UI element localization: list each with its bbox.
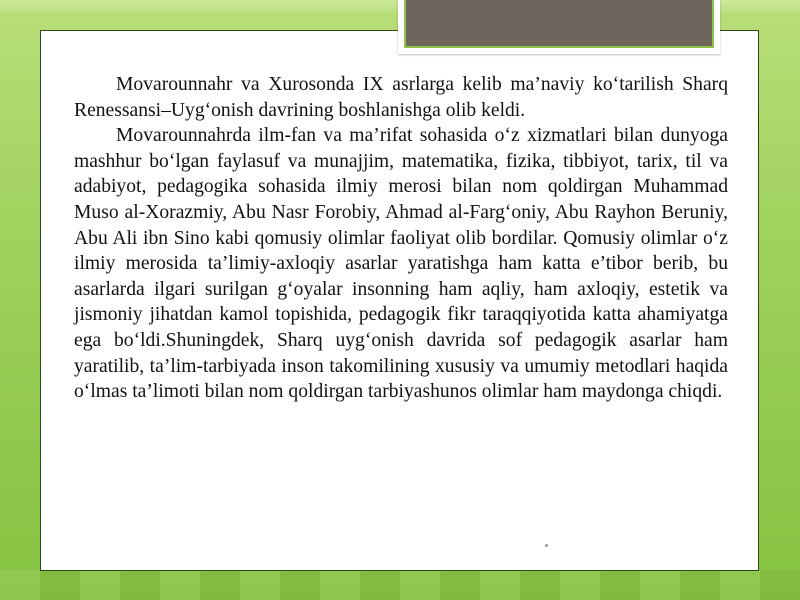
stray-dot (545, 544, 548, 547)
title-placeholder-fill (404, 0, 714, 48)
title-placeholder-box (398, 0, 720, 54)
document-body (74, 72, 728, 405)
background-bottom-stripes (0, 570, 800, 600)
paragraph-1: Movarounnahr va Xurosonda IX asrlarga kelib ma’naviy ko‘tarilish Sharq Renessansi–Uyg‘onish davrining boshlanishga olib keldi. (74, 74, 728, 121)
paragraph-2: Movarounnahrda ilm-fan va ma’rifat sohasida o‘z xizmatlari bilan dunyoga mashhur bo‘lgan faylasuf va munajjim, matematika, fizika, tibbiyot, tarix, til va adabiyot, pedagogika sohasida ilmiy merosi bilan nom qoldirgan Muhammad Muso al-Xorazmiy, Abu Nasr Forobiy, Ahmad al-Farg‘oniy, Abu Rayhon Beruniy, Abu Ali ibn Sino kabi qomusiy olimlar faoliyat olib bordilar. Qomusiy olimlar o‘z ilmiy merosida ta’limiy-axloqiy asarlar yaratishga ham katta e’tibor berib, bu asarlarda ilgari surilgan g‘oyalar insonning ham aqliy, ham axloqiy, estetik va jismoniy jihatdan kamol topishida, pedagogik fikr taraqqiyotida katta ahamiyatga ega bo‘ldi.Shuningdek, Sharq uyg‘onish davrida sof pedagogik asarlar ham yaratilib, ta’lim-tarbiyada inson takomilining xususiy va umumiy metodlari haqida o‘lmas ta’limoti bilan nom qoldirgan tarbiyashunos olimlar ham maydonga chiqdi. (74, 125, 728, 403)
